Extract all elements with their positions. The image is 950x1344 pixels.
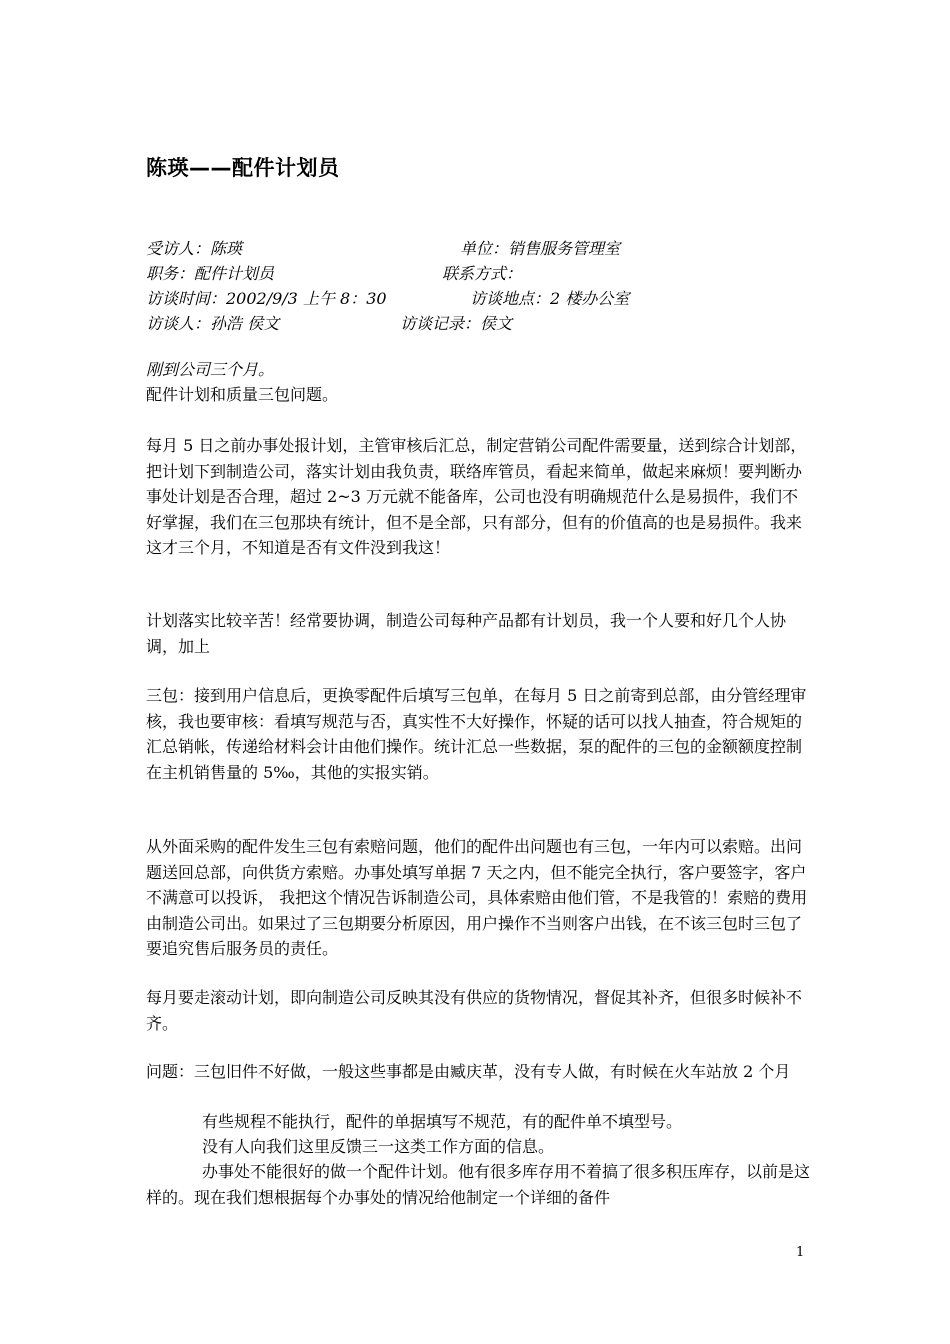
document-title: 陈瑛——配件计划员 bbox=[146, 156, 340, 180]
meta-unit: 单位：销售服务管理室 bbox=[460, 239, 621, 258]
meta-location: 访谈地点：2 楼办公室 bbox=[470, 289, 630, 308]
paragraph-rolling-plan: 每月要走滚动计划，即向制造公司反映其没有供应的货物情况，督促其补齐，但很多时候补不齐。 bbox=[146, 988, 803, 1033]
paragraph-problems: 问题：三包旧件不好做，一般这些事都是由臧庆革，没有专人做，有时候在火车站放 2 个月 bbox=[146, 1062, 791, 1081]
paragraph-claims: 从外面采购的配件发生三包有索赔问题，他们的配件出问题也有三包，一年内可以索赔。出问题送回总部，向供货方索赔。办事处填写单据 7 天之内，但不能完全执行，客户要签字，客户不满意可以投诉， 我把这个情况告诉制造公司，具体索赔由他们管，不是我管的！索赔的费用由制造公司出。如果过了三包期要分析原因，用户操作不当则客户出钱，在不该三包时三包了要追究售后服务员的责任。 bbox=[146, 837, 808, 958]
meta-interviewee: 受访人：陈瑛 bbox=[146, 239, 243, 258]
intro-italic-line: 刚到公司三个月。 bbox=[146, 360, 275, 379]
meta-contact: 联系方式： bbox=[442, 264, 523, 283]
paragraph-problem-feedback: 没有人向我们这里反馈三一这类工作方面的信息。 bbox=[202, 1137, 555, 1156]
meta-position: 职务：配件计划员 bbox=[146, 264, 275, 283]
page-number: 1 bbox=[796, 1245, 805, 1260]
meta-recorder: 访谈记录：侯文 bbox=[400, 314, 513, 333]
paragraph-problem-forms: 有些规程不能执行，配件的单据填写不规范，有的配件单不填型号。 bbox=[202, 1112, 683, 1131]
meta-interviewer: 访谈人：孙浩 侯文 bbox=[146, 314, 280, 333]
paragraph-problem-office-plan: 办事处不能很好的做一个配件计划。他有很多库存用不着搞了很多积压库存，以前是这样的。现在我们想根据每个办事处的情况给他制定一个详细的备件 bbox=[146, 1162, 811, 1207]
paragraph-plan-process: 每月 5 日之前办事处报计划，主管审核后汇总，制定营销公司配件需要量，送到综合计划部，把计划下到制造公司，落实计划由我负责，联络库管员，看起来简单，做起来麻烦！要判断办事处计划是否合理，超过 2~3 万元就不能备库，公司也没有明确规范什么是易损件，我们不好掌握，我们在三包那块有统计，但不是全部，只有部分，但有的价值高的也是易损件。我来这才三个月，不知道是否有文件没到我这！ bbox=[146, 436, 807, 557]
meta-time: 访谈时间：2002/9/3 上午 8：30 bbox=[146, 289, 387, 308]
intro-topic-line: 配件计划和质量三包问题。 bbox=[146, 385, 339, 404]
paragraph-plan-coordination: 计划落实比较辛苦！经常要协调，制造公司每种产品都有计划员，我一个人要和好几个人协调，加上 bbox=[146, 611, 787, 656]
paragraph-warranty: 三包：接到用户信息后，更换零配件后填写三包单，在每月 5 日之前寄到总部，由分管经理审核，我也要审核：看填写规范与否，真实性不大好操作，怀疑的话可以找人抽查，符合规矩的汇总销帐，传递给材料会计由他们操作。统计汇总一些数据，泵的配件的三包的金额额度控制在主机销售量的 5‰，其他的实报实销。 bbox=[146, 686, 807, 782]
